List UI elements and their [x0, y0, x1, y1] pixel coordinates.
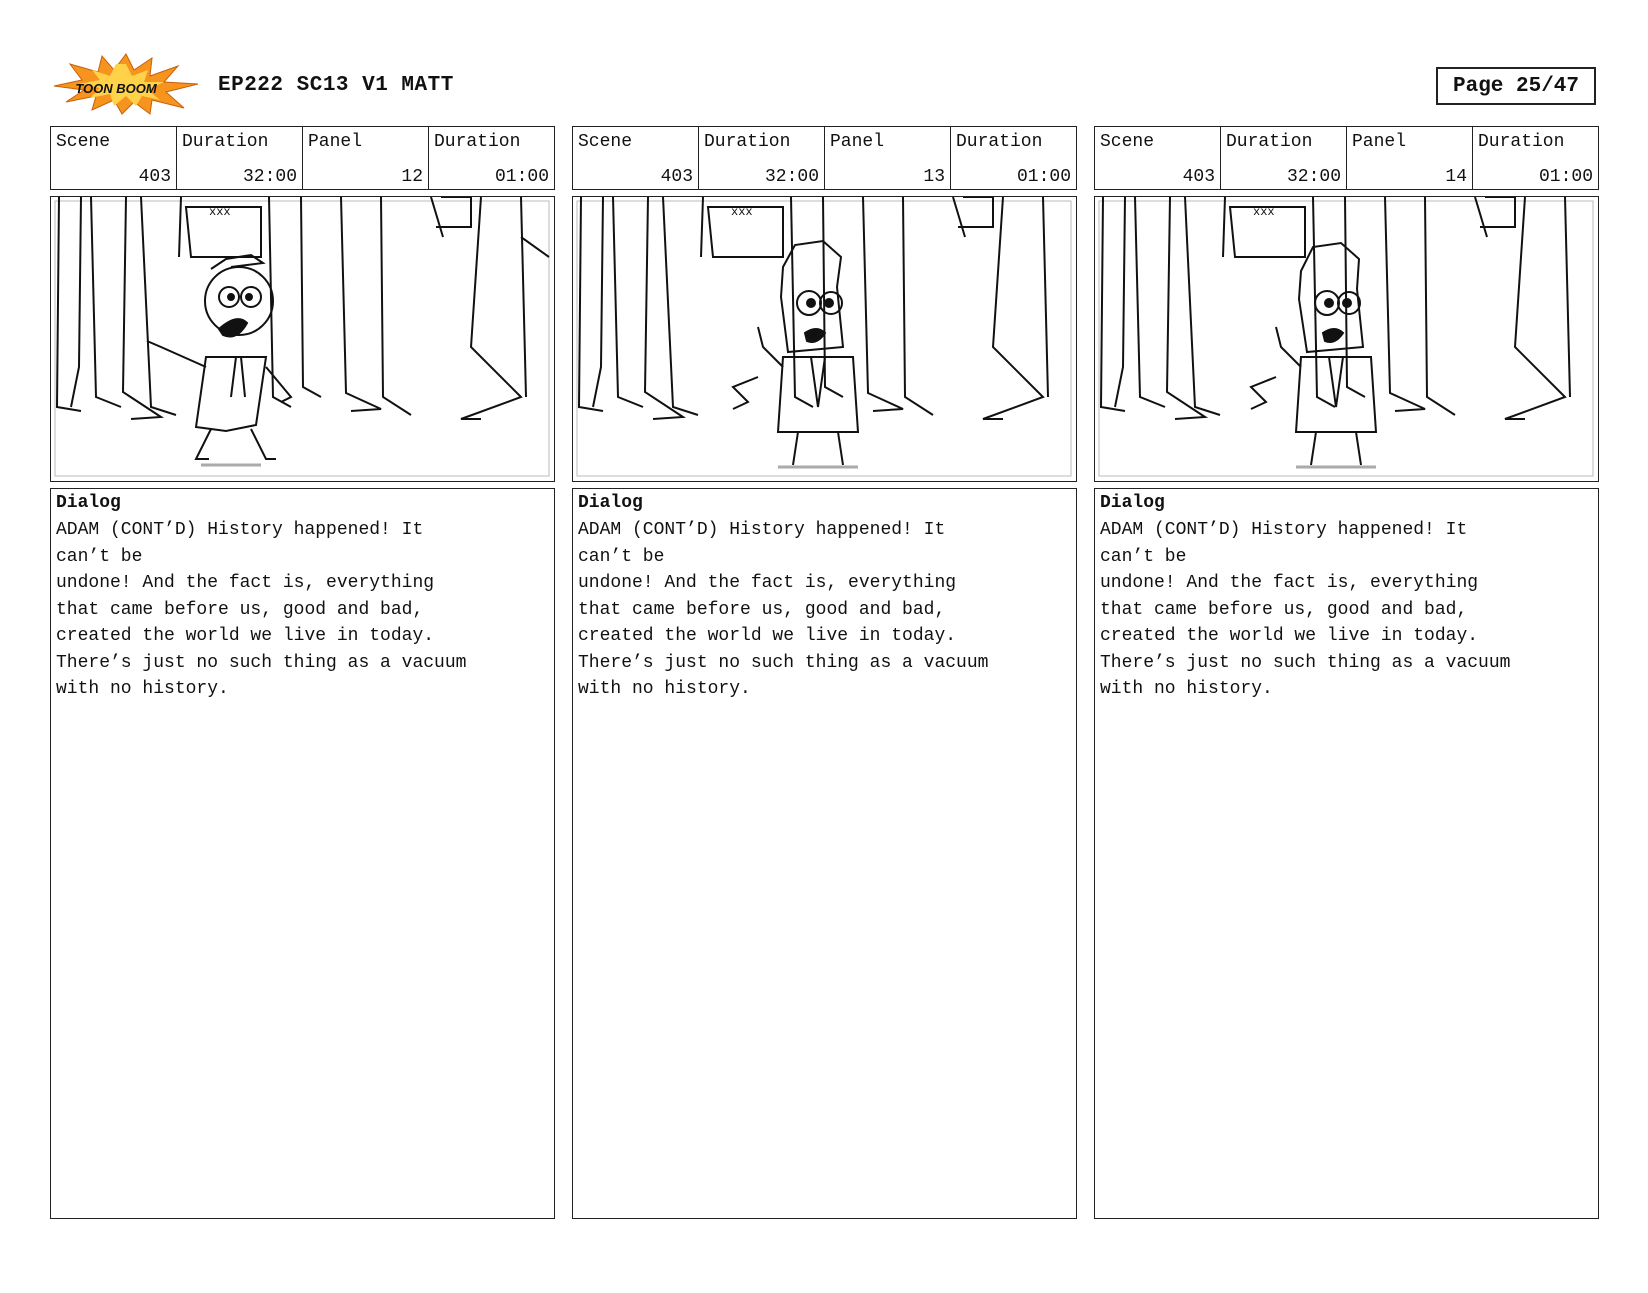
page-number-text: Page 25/47: [1452, 74, 1580, 98]
panel-duration-value: 01:00: [494, 167, 549, 187]
toonboom-logo: [52, 52, 200, 116]
svg-text:xxx: xxx: [731, 205, 753, 219]
scene-value: 403: [1182, 167, 1215, 187]
panel-cell: [1347, 127, 1473, 189]
duration-label: Duration: [704, 132, 791, 152]
panel-duration-label: Duration: [956, 132, 1043, 152]
page-title: EP222 SC13 V1 MATT: [218, 74, 454, 97]
panel-header: [572, 126, 1077, 190]
panel-column-1: [50, 126, 555, 1219]
panel-cell: [303, 127, 429, 189]
dialog-label: Dialog: [56, 493, 121, 513]
scene-cell: [1095, 127, 1221, 189]
storyboard-drawing: [1094, 196, 1599, 482]
panel-duration-value: 01:00: [1016, 167, 1071, 187]
panel-header: [1094, 126, 1599, 190]
scene-cell: [573, 127, 699, 189]
panel-duration-value: 01:00: [1538, 167, 1593, 187]
scene-value: 403: [138, 167, 171, 187]
svg-text:xxx: xxx: [209, 205, 231, 219]
panel-duration-cell: [1473, 127, 1598, 189]
duration-cell: [177, 127, 303, 189]
scene-cell: [51, 127, 177, 189]
duration-cell: [699, 127, 825, 189]
duration-value: 32:00: [764, 167, 819, 187]
duration-cell: [1221, 127, 1347, 189]
storyboard-drawing: [50, 196, 555, 482]
panel-column-2: [572, 126, 1077, 1219]
panel-duration-cell: [429, 127, 554, 189]
panel-value: 12: [401, 167, 423, 187]
scene-label: Scene: [1100, 132, 1155, 152]
dialog-text: ADAM (CONT’D) History happened! It can’t be undone! And the fact is, everything that came before us, good and bad, created the world we live in today. There’s just no such thing as a vacuum with no history.: [578, 520, 989, 699]
duration-value: 32:00: [242, 167, 297, 187]
duration-label: Duration: [1226, 132, 1313, 152]
panel-label: Panel: [308, 132, 363, 152]
scene-label: Scene: [578, 132, 633, 152]
panel-duration-label: Duration: [434, 132, 521, 152]
panel-column-3: [1094, 126, 1599, 1219]
duration-label: Duration: [182, 132, 269, 152]
panel-value: 14: [1445, 167, 1467, 187]
panel-label: Panel: [830, 132, 885, 152]
panel-duration-cell: [951, 127, 1076, 189]
dialog-text: ADAM (CONT’D) History happened! It can’t be undone! And the fact is, everything that came before us, good and bad, created the world we live in today. There’s just no such thing as a vacuum with no history.: [1100, 520, 1511, 699]
svg-text:xxx: xxx: [1253, 205, 1275, 219]
dialog-label: Dialog: [578, 493, 643, 513]
dialog-box: [50, 488, 555, 1219]
dialog-box: [572, 488, 1077, 1219]
panel-value: 13: [923, 167, 945, 187]
panel-cell: [825, 127, 951, 189]
dialog-text: ADAM (CONT’D) History happened! It can’t be undone! And the fact is, everything that came before us, good and bad, created the world we live in today. There’s just no such thing as a vacuum with no history.: [56, 520, 467, 699]
duration-value: 32:00: [1286, 167, 1341, 187]
panel-label: Panel: [1352, 132, 1407, 152]
panel-duration-label: Duration: [1478, 132, 1565, 152]
page-number: [1436, 67, 1596, 105]
dialog-label: Dialog: [1100, 493, 1165, 513]
panel-header: [50, 126, 555, 190]
scene-value: 403: [660, 167, 693, 187]
logo-text: TOON BOOM: [75, 81, 157, 96]
storyboard-drawing: [572, 196, 1077, 482]
dialog-box: [1094, 488, 1599, 1219]
scene-label: Scene: [56, 132, 111, 152]
